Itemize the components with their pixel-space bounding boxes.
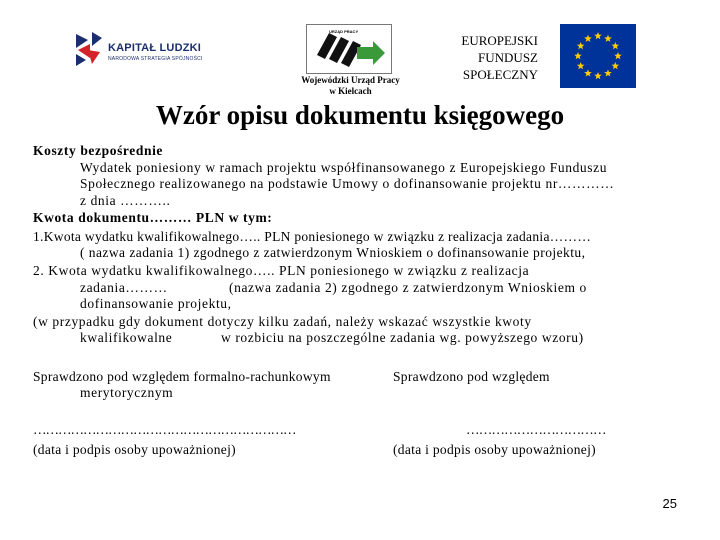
body-line: dofinansowanie projektu,	[80, 296, 232, 311]
signature-right-label: Sprawdzono pod względem	[393, 369, 550, 384]
body-line: zadania………	[80, 280, 168, 295]
body-line: (w przypadku gdy dokument dotyczy kilku zadań, należy wskazać wszystkie kwoty	[33, 314, 532, 329]
eu-flag-icon	[560, 24, 636, 88]
wup-name-line1: Wojewódzki Urząd Pracy	[301, 75, 400, 85]
body-line: w rozbiciu na poszczególne zadania wg. powyższego wzoru)	[221, 330, 584, 345]
page-title: Wzór opisu dokumentu księgowego	[155, 100, 565, 130]
section-heading-direct-costs: Koszty bezpośrednie	[33, 143, 164, 158]
efs-line1: EUROPEJSKI	[461, 33, 538, 48]
wup-logo	[306, 24, 392, 74]
efs-label	[440, 32, 538, 83]
signature-left-line: ………………………………………………………	[33, 422, 296, 437]
body-line: (nazwa zadania 2) zgodnego z zatwierdzonym Wnioskiem o	[229, 280, 587, 295]
kapital-ludzki-emblem-icon	[72, 28, 106, 68]
body-line: Wydatek poniesiony w ramach projektu współfinansowanego z Europejskiego Funduszu	[80, 160, 608, 175]
signature-right-line: ……………………………	[466, 422, 606, 437]
body-line: kwalifikowalne	[80, 330, 173, 345]
document-amount-heading: Kwota dokumentu……… PLN w tym:	[33, 210, 273, 225]
signature-left-caption: (data i podpis osoby upoważnionej)	[33, 442, 236, 457]
efs-line3: SPOŁECZNY	[462, 67, 538, 82]
body-line: 2. Kwota wydatku kwalifikowalnego….. PLN poniesionego w związku z realizacja	[33, 263, 530, 278]
kapital-ludzki-subtitle: NARODOWA STRATEGIA SPÓJNOŚCI	[108, 56, 203, 62]
efs-line2: FUNDUSZ	[478, 50, 538, 65]
body-line: z dnia ………..	[80, 193, 171, 208]
signature-right-caption: (data i podpis osoby upoważnionej)	[393, 442, 596, 457]
signature-left-label: Sprawdzono pod względem formalno-rachunkowym	[33, 369, 331, 384]
body-line: 1.Kwota wydatku kwalifikowalnego….. PLN poniesionego w związku z realizacja zadania………	[33, 229, 592, 244]
page-number: 25	[662, 496, 677, 511]
wup-name	[288, 75, 413, 97]
body-line: ( nazwa zadania 1) zgodnego z zatwierdzonym Wnioskiem o dofinansowanie projektu,	[80, 245, 586, 260]
wup-name-line2: w Kielcach	[329, 86, 372, 96]
wup-logo-text: URZĄD PRACY	[329, 29, 359, 34]
kapital-ludzki-title: KAPITAŁ LUDZKI	[108, 42, 202, 54]
signature-left-label-cont: merytorycznym	[80, 385, 174, 400]
body-line: Społecznego realizowanego na podstawie Umowy o dofinansowanie projektu nr…………	[80, 176, 615, 191]
